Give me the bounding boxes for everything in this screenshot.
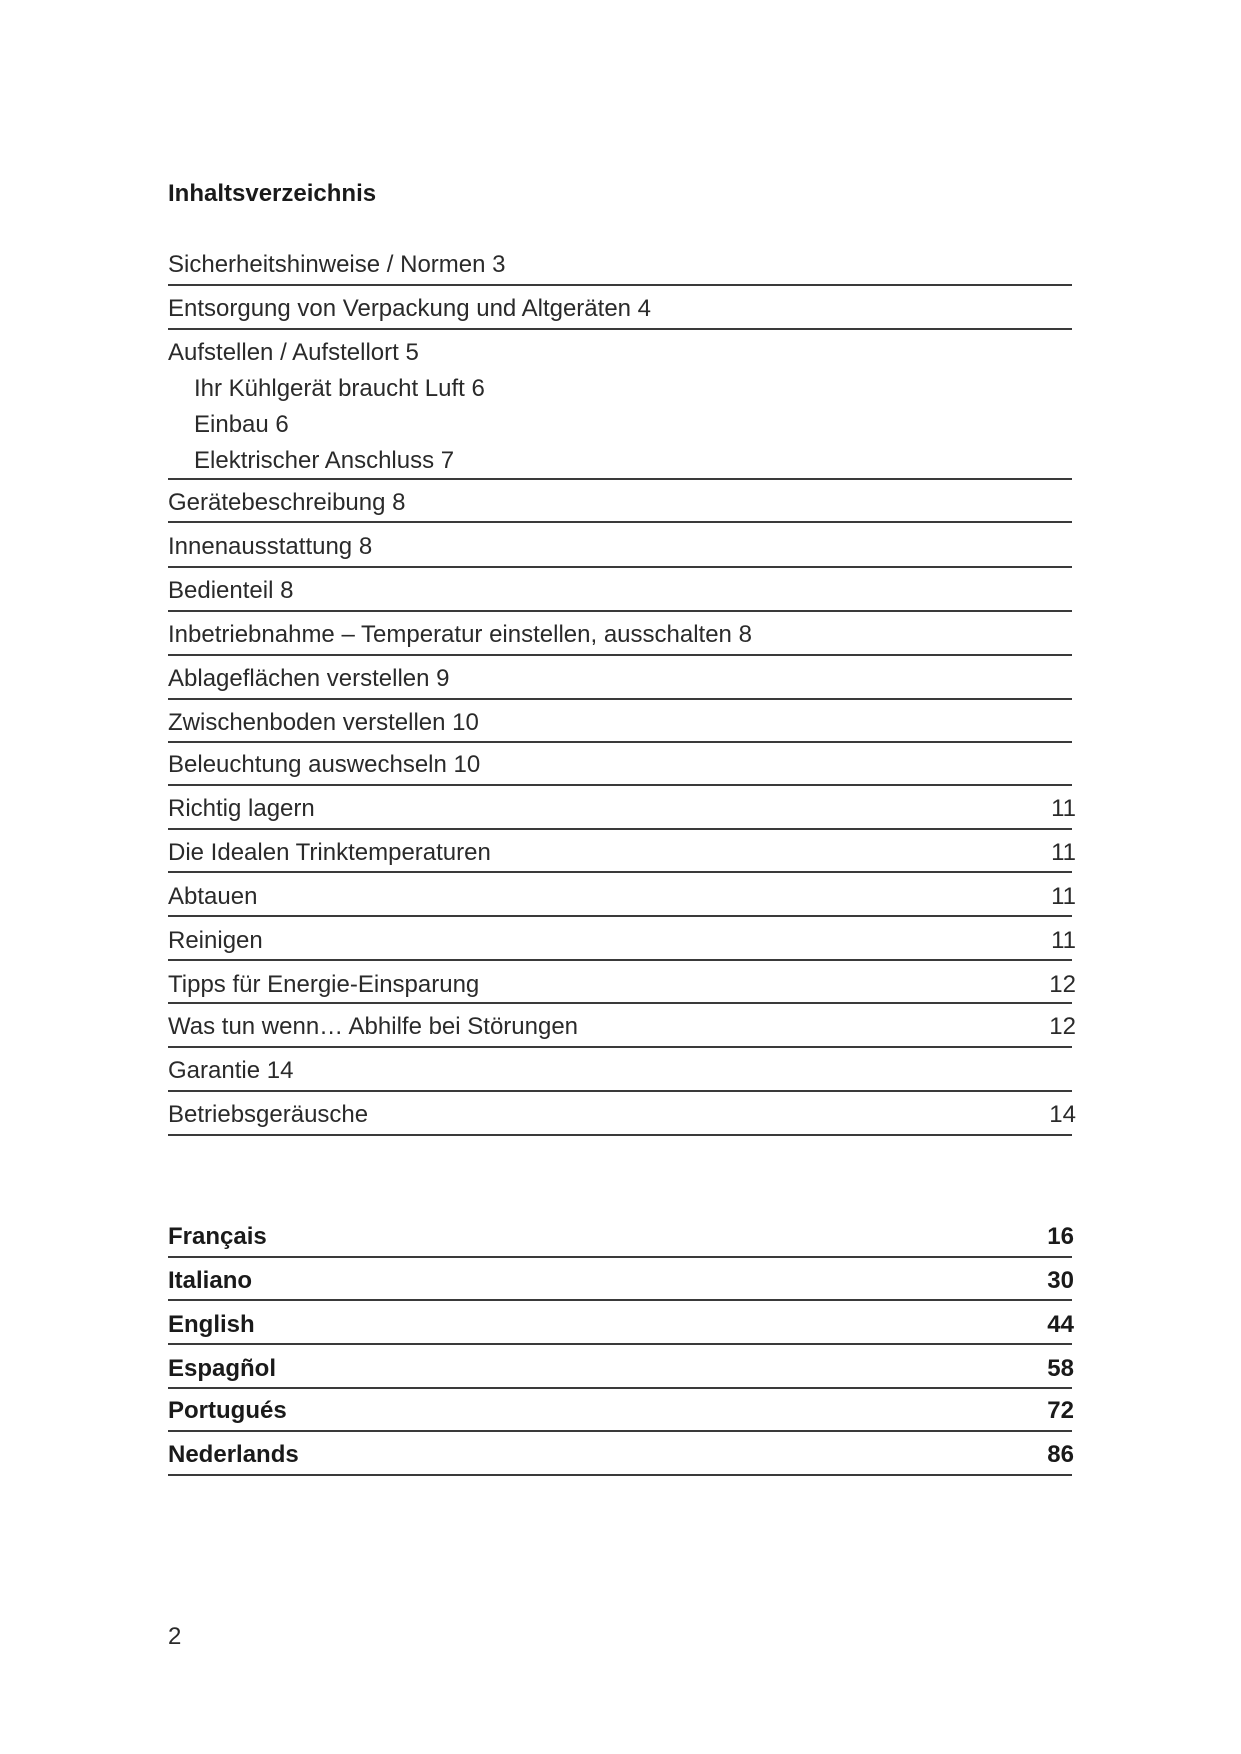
divider	[168, 1046, 1072, 1048]
toc-entry-title: Abtauen	[168, 883, 258, 910]
toc-entry-title: Betriebsgeräusche	[168, 1101, 369, 1128]
divider	[168, 828, 1072, 830]
divider	[168, 1299, 1072, 1301]
divider	[168, 610, 1072, 612]
toc-entry-title: Zwischenboden verstellen 10	[168, 709, 479, 736]
divider	[168, 521, 1072, 523]
toc-entry-title: Entsorgung von Verpackung und Altgeräten 4	[168, 295, 652, 322]
divider	[168, 959, 1072, 961]
toc-entry-title: Garantie 14	[168, 1057, 294, 1084]
toc-entry-title: Gerätebeschreibung 8	[168, 489, 406, 516]
toc-entry-title: Richtig lagern	[168, 795, 315, 822]
toc-entry-title: Innenausstattung 8	[168, 533, 373, 560]
toc-entry-title: Sicherheitshinweise / Normen 3	[168, 251, 506, 278]
page-title: Inhaltsverzeichnis	[168, 180, 377, 207]
divider	[168, 654, 1072, 656]
language-title: Français	[168, 1223, 267, 1250]
divider	[168, 1090, 1072, 1092]
language-title: Portugués	[168, 1397, 287, 1424]
language-title: Nederlands	[168, 1441, 299, 1468]
toc-entry-title: Ablageflächen verstellen 9	[168, 665, 450, 692]
language-title: Italiano	[168, 1267, 253, 1294]
toc-entry-page: 11	[1051, 883, 1076, 910]
toc-entry-page: 14	[1049, 1101, 1076, 1128]
divider	[168, 478, 1072, 480]
toc-entry-title: Tipps für Energie-Einsparung	[168, 971, 480, 998]
page-number: 2	[168, 1623, 182, 1650]
toc-entry-title: Aufstellen / Aufstellort 5	[168, 339, 419, 366]
toc-entry-title: Die Idealen Trinktemperaturen	[168, 839, 491, 866]
divider	[168, 1002, 1072, 1004]
toc-entry-title: Inbetriebnahme – Temperatur einstellen, ausschalten 8	[168, 621, 752, 648]
toc-entry-page: 12	[1049, 1013, 1076, 1040]
language-title: English	[168, 1311, 255, 1338]
divider	[168, 566, 1072, 568]
divider	[168, 741, 1072, 743]
divider	[168, 698, 1072, 700]
divider	[168, 1474, 1072, 1476]
toc-subentry-title: Einbau 6	[194, 411, 289, 438]
toc-entry-title: Reinigen	[168, 927, 263, 954]
language-title: Espagñol	[168, 1355, 277, 1382]
language-page: 30	[1047, 1267, 1074, 1294]
divider	[168, 1134, 1072, 1136]
language-page: 44	[1047, 1311, 1074, 1338]
divider	[168, 1430, 1072, 1432]
toc-entry-page: 11	[1051, 839, 1076, 866]
divider	[168, 1343, 1072, 1345]
divider	[168, 915, 1072, 917]
language-page: 16	[1047, 1223, 1074, 1250]
divider	[168, 1256, 1072, 1258]
toc-entry-title: Bedienteil 8	[168, 577, 294, 604]
divider	[168, 871, 1072, 873]
toc-entry-title: Was tun wenn… Abhilfe bei Störungen	[168, 1013, 579, 1040]
divider	[168, 328, 1072, 330]
language-page: 86	[1047, 1441, 1074, 1468]
divider	[168, 284, 1072, 286]
toc-entry-page: 11	[1051, 927, 1076, 954]
toc-entry-page: 11	[1051, 795, 1076, 822]
toc-subentry-title: Ihr Kühlgerät braucht Luft 6	[194, 375, 485, 402]
divider	[168, 1387, 1072, 1389]
toc-entry-page: 12	[1049, 971, 1076, 998]
divider	[168, 784, 1072, 786]
toc-subentry-title: Elektrischer Anschluss 7	[194, 447, 455, 474]
toc-entry-title: Beleuchtung auswechseln 10	[168, 751, 481, 778]
language-page: 72	[1047, 1397, 1074, 1424]
language-page: 58	[1047, 1355, 1074, 1382]
